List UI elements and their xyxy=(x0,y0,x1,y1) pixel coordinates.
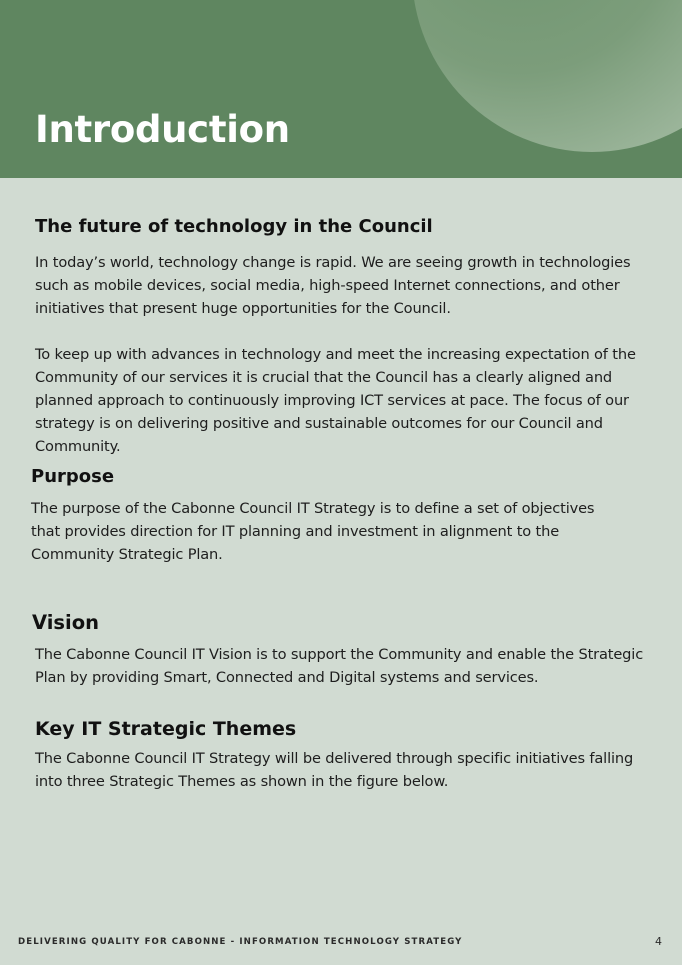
page-header-banner xyxy=(0,0,682,178)
section-heading-themes: Key IT Strategic Themes xyxy=(35,718,297,740)
page-title: Introduction xyxy=(35,108,290,151)
purpose-paragraph: The purpose of the Cabonne Council IT Strategy is to define a set of objectives that provides direction for IT planning and investment in alignment to the Community Strategic Plan. xyxy=(31,500,595,563)
vision-paragraph: The Cabonne Council IT Vision is to support the Community and enable the Strategic Plan by providing Smart, Connected and Digital systems and services. xyxy=(35,646,644,686)
section-heading-purpose: Purpose xyxy=(31,466,115,487)
themes-paragraph: The Cabonne Council IT Strategy will be delivered through specific initiatives falling into three Strategic Themes as shown in the figure below. xyxy=(35,750,634,790)
section-heading-future: The future of technology in the Council xyxy=(35,216,433,237)
footer-title: DELIVERING QUALITY FOR CABONNE - INFORMATION TECHNOLOGY STRATEGY xyxy=(18,937,463,947)
decorative-circle xyxy=(412,0,682,152)
page-number: 4 xyxy=(655,935,662,948)
future-paragraph-1: In today’s world, technology change is rapid. We are seeing growth in technologies such as mobile devices, social media, high-speed Internet connections, and other initiatives that present huge opportunities for the Council. xyxy=(35,254,631,317)
section-heading-vision: Vision xyxy=(32,611,100,634)
future-paragraph-2: To keep up with advances in technology and meet the increasing expectation of the Community of our services it is crucial that the Council has a clearly aligned and planned approach to continuously improving ICT services at pace. The focus of our strategy is on delivering positive and sustainable outcomes for our Council and Community. xyxy=(35,346,636,455)
